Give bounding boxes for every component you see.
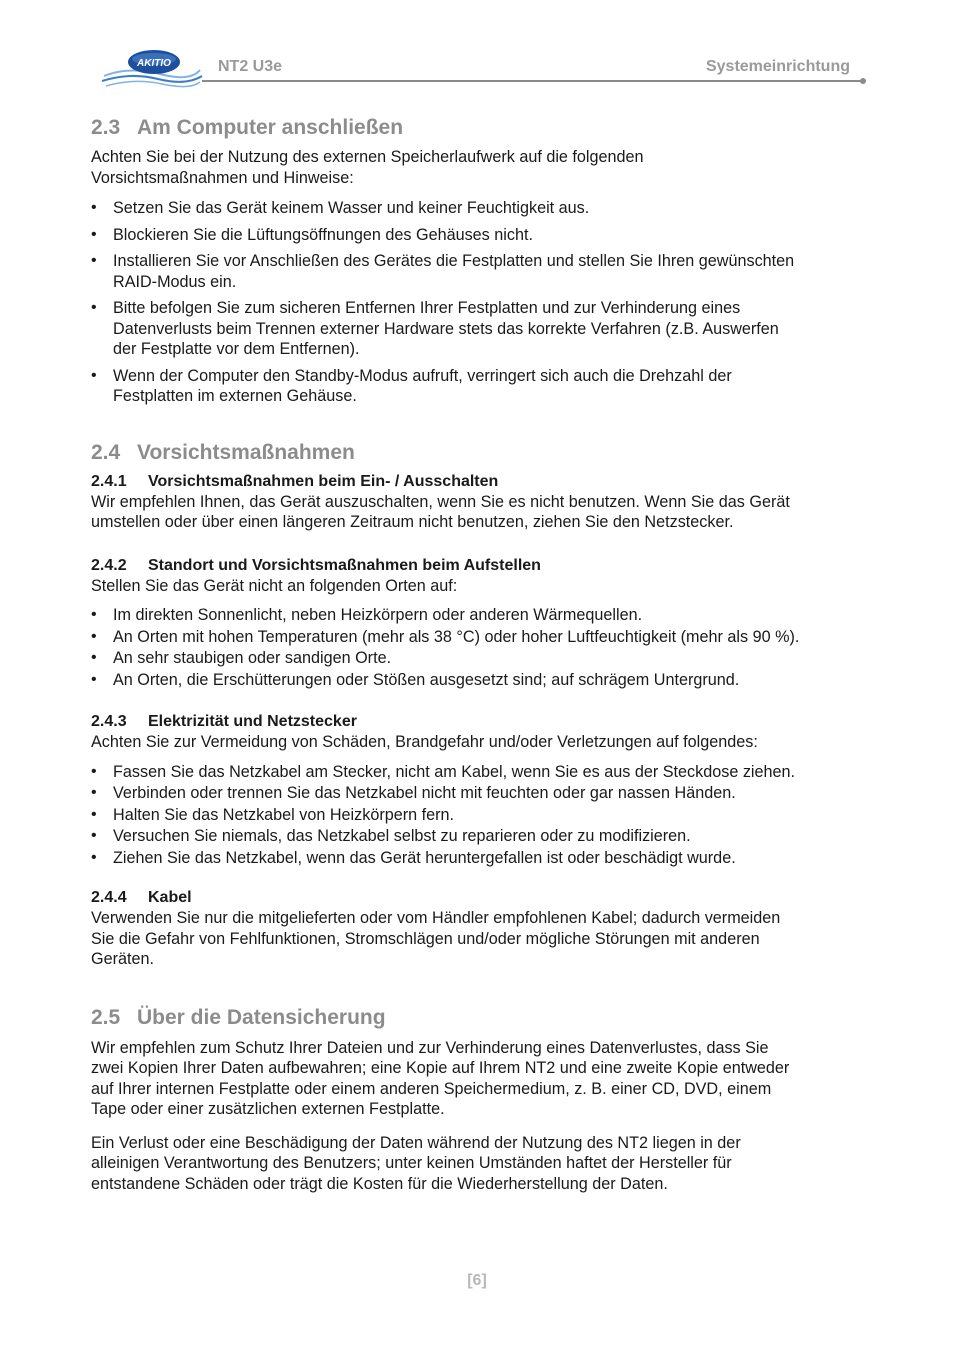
list-item: • Ziehen Sie das Netzkabel, wenn das Gerät heruntergefallen ist oder beschädigt wurde.: [91, 848, 873, 869]
sec242-intro: Stellen Sie das Gerät nicht an folgenden Orten auf:: [91, 576, 458, 595]
page-header: [96, 44, 866, 92]
heading-2-4: 2.4 Vorsichtsmaßnahmen: [91, 440, 355, 464]
sec25-paragraph-2: Ein Verlust oder eine Beschädigung der Daten während der Nutzung des NT2 liegen in der alleinigen Verantwortung des Benutzers; unter keinen Umständen haftet der Hersteller für entstandene Schäden oder trägt die Kosten für die Wiederherstellung der Daten.: [91, 1133, 741, 1193]
list-item: • An Orten mit hohen Temperaturen (mehr als 38 °C) oder hoher Luftfeuchtigkeit (mehr als 90 %).: [91, 627, 873, 648]
akitio-logo: [100, 46, 204, 90]
heading-2-5: 2.5 Über die Datensicherung: [91, 1005, 386, 1029]
heading-2-4-1: 2.4.1 Vorsichtsmaßnahmen beim Ein- / Ausschalten: [91, 472, 499, 490]
list-item: • Wenn der Computer den Standby-Modus aufruft, verringert sich auch die Drehzahl der Festplatten im externen Gehäuse.: [91, 366, 873, 407]
list-item: • An sehr staubigen oder sandigen Orte.: [91, 648, 873, 669]
sec23-intro: Achten Sie bei der Nutzung des externen Speicherlaufwerk auf die folgenden Vorsichtsmaßnahmen und Hinweise:: [91, 148, 644, 187]
heading-2-4-3: 2.4.3 Elektrizität und Netzstecker: [91, 713, 357, 730]
heading-2-3: 2.3 Am Computer anschließen: [91, 116, 404, 139]
sec243-intro: Achten Sie zur Vermeidung von Schäden, Brandgefahr und/oder Verletzungen auf folgendes:: [91, 733, 758, 751]
svg-text:AKITIO: AKITIO: [137, 58, 171, 69]
sec242-list: [91, 605, 873, 690]
list-item: • Blockieren Sie die Lüftungsöffnungen des Gehäuses nicht.: [91, 225, 873, 246]
header-rule: [202, 80, 862, 82]
sec244-text: Verwenden Sie nur die mitgelieferten oder vom Händler empfohlenen Kabel; dadurch vermeiden Sie die Gefahr von Fehlfunktionen, Stromschlägen und/oder mögliche Störungen mit anderen Geräten.: [91, 909, 781, 968]
page-content: [91, 114, 873, 1194]
list-item: • Halten Sie das Netzkabel von Heizkörpern fern.: [91, 805, 873, 826]
list-item: • Versuchen Sie niemals, das Netzkabel selbst zu reparieren oder zu modifizieren.: [91, 826, 873, 847]
sec241-text: Wir empfehlen Ihnen, das Gerät auszuschalten, wenn Sie es nicht benutzen. Wenn Sie das Gerät umstellen oder über einen längeren Zeitraum nicht benutzen, ziehen Sie den Netzstecker.: [91, 492, 790, 531]
list-item: • An Orten, die Erschütterungen oder Stößen ausgesetzt sind; auf schrägem Untergrund.: [91, 670, 873, 691]
heading-2-4-4: 2.4.4 Kabel: [91, 889, 192, 906]
list-item: • Setzen Sie das Gerät keinem Wasser und keiner Feuchtigkeit aus.: [91, 198, 873, 219]
list-item: • Im direkten Sonnenlicht, neben Heizkörpern oder anderen Wärmequellen.: [91, 605, 873, 626]
page-number: [6]: [467, 1272, 487, 1289]
list-item: • Bitte befolgen Sie zum sicheren Entfernen Ihrer Festplatten und zur Verhinderung eines Datenverlusts beim Trennen externer Hardware stets das korrekte Verfahren (z.B. Auswerfen der Festplatte vor dem Entfernen).: [91, 298, 873, 360]
list-item: • Verbinden oder trennen Sie das Netzkabel nicht mit feuchten oder gar nassen Händen.: [91, 783, 873, 804]
header-section: Systemeinrichtung: [705, 58, 850, 75]
sec23-list: [91, 198, 873, 407]
sec25-paragraph-1: Wir empfehlen zum Schutz Ihrer Dateien und zur Verhinderung eines Datenverlustes, dass Sie zwei Kopien Ihrer Daten aufbewahren; eine Kopie auf Ihrem NT2 und eine zweite Kopie entweder auf Ihrer internen Festplatte oder einem anderen Speichermedium, z. B. einer CD, DVD, einem Tape oder einer zusätzlichen externen Festplatte.: [91, 1038, 790, 1118]
header-product: NT2 U3e: [218, 58, 283, 75]
sec243-list: [91, 762, 873, 869]
list-item: • Fassen Sie das Netzkabel am Stecker, nicht am Kabel, wenn Sie es aus der Steckdose ziehen.: [91, 762, 873, 783]
list-item: • Installieren Sie vor Anschließen des Gerätes die Festplatten und stellen Sie Ihren gewünschten RAID-Modus ein.: [91, 251, 873, 292]
heading-2-4-2: 2.4.2 Standort und Vorsichtsmaßnahmen beim Aufstellen: [91, 556, 541, 574]
